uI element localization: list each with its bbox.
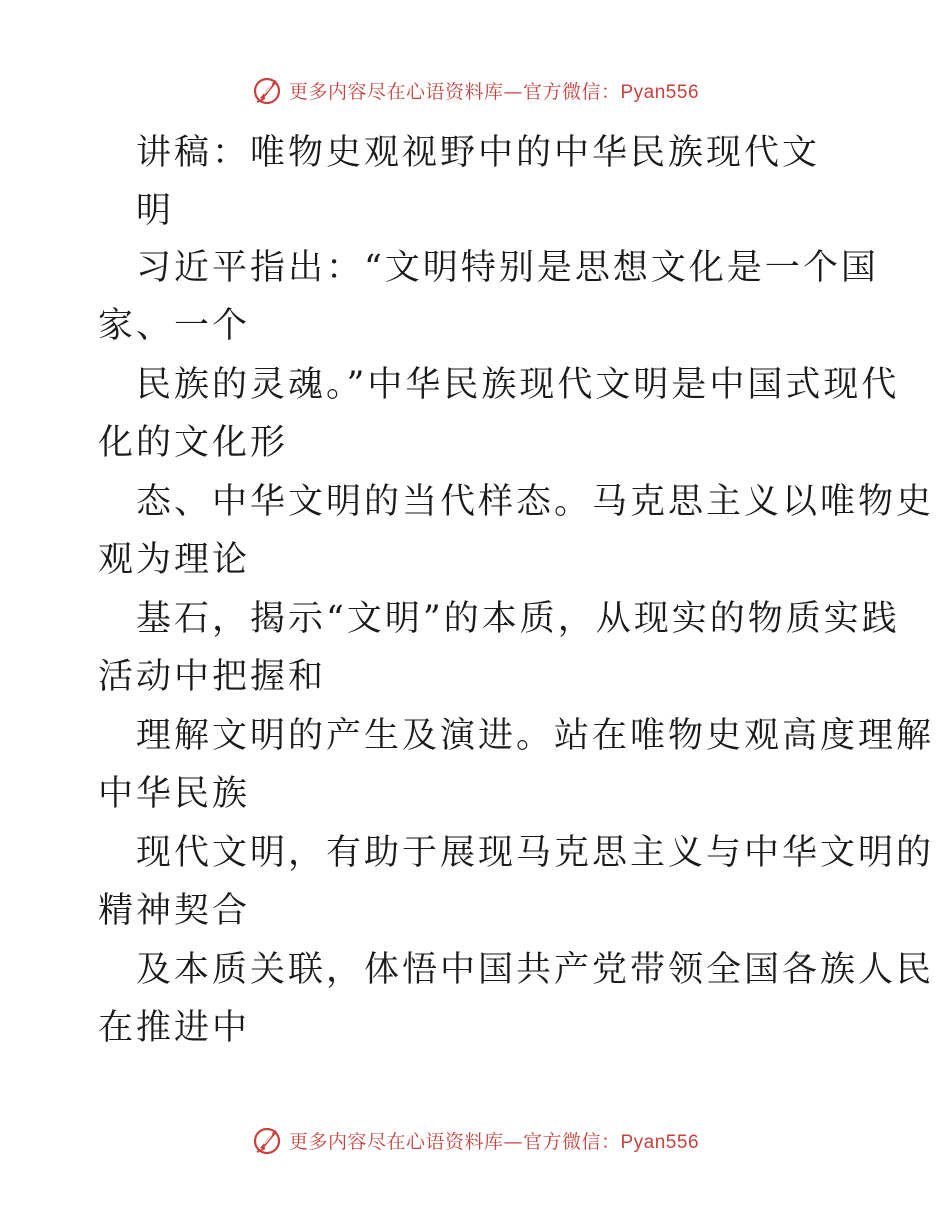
- wechat-id: Pyan556: [620, 1131, 700, 1153]
- body-line: 家、一个: [98, 306, 251, 346]
- body-line: 活动中把握和: [98, 657, 327, 697]
- body-line: 观为理论: [98, 540, 251, 580]
- body-line: 中华民族: [98, 774, 251, 814]
- body-line: 及本质关联，体悟中国共产党带领全国各族人民: [136, 950, 935, 990]
- title-line-1: 讲稿：唯物史观视野中的中华民族现代文: [136, 133, 821, 173]
- quill-logo-icon: [251, 74, 283, 106]
- body-line: 基石，揭示“文明”的本质，从现实的物质实践: [136, 599, 900, 639]
- body-line: 精神契合: [98, 891, 251, 931]
- body-line: 化的文化形: [98, 423, 289, 463]
- banner-text: 更多内容尽在心语资料库—官方微信：Pyan556: [288, 80, 700, 103]
- wechat-id: Pyan556: [620, 81, 700, 103]
- footer-banner: [0, 1120, 950, 1160]
- body-line: 民族的灵魂。”中华民族现代文明是中国式现代: [136, 365, 900, 405]
- body-line: 态、中华文明的当代样态。马克思主义以唯物史: [136, 482, 935, 522]
- header-banner: [0, 70, 950, 110]
- banner-text: 更多内容尽在心语资料库—官方微信：Pyan556: [288, 1130, 700, 1153]
- quill-logo-icon: [251, 1124, 283, 1156]
- body-line: 现代文明，有助于展现马克思主义与中华文明的: [136, 833, 935, 873]
- body-line: 理解文明的产生及演进。站在唯物史观高度理解: [136, 716, 935, 756]
- body-line: 习近平指出：“文明特别是思想文化是一个国: [136, 248, 879, 288]
- body-line: 在推进中: [98, 1008, 251, 1048]
- title-line-2: 明: [136, 191, 175, 231]
